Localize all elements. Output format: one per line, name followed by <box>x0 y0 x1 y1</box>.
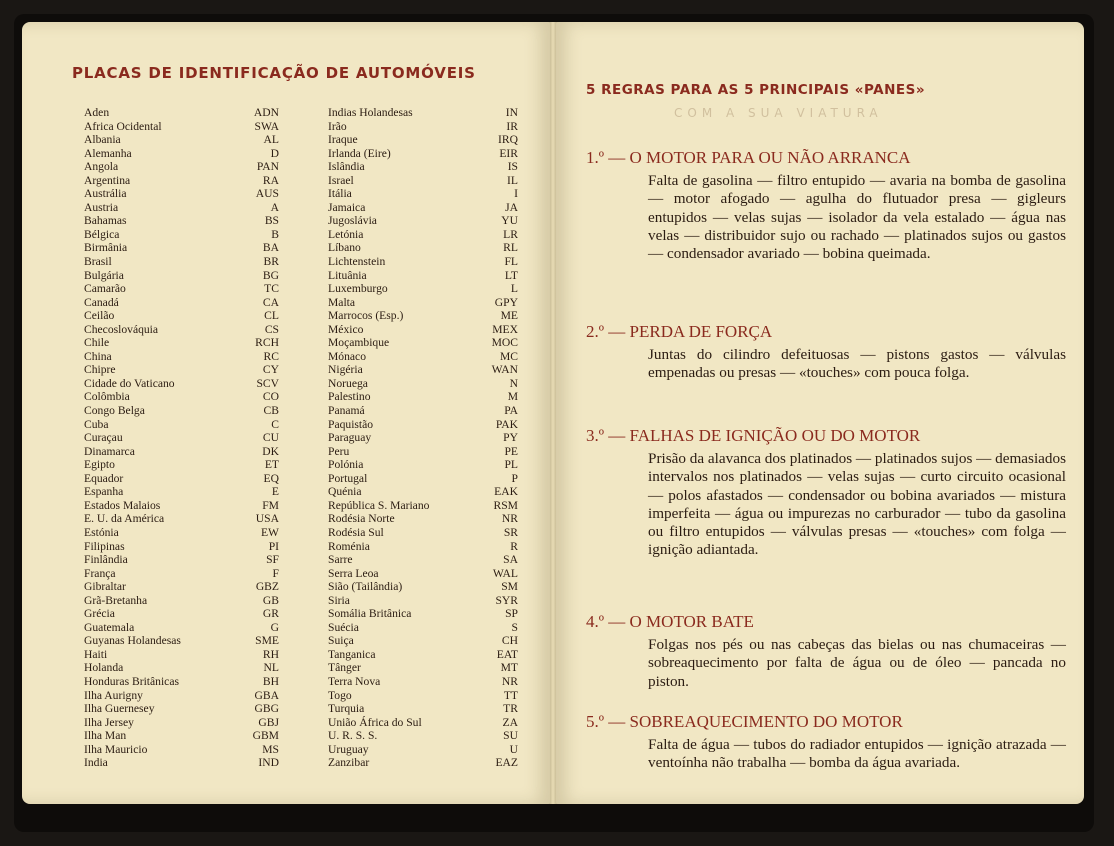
country-name: Roménia <box>328 539 370 553</box>
country-name: Siria <box>328 593 350 607</box>
plate-code: PY <box>503 431 518 445</box>
plate-code: SF <box>266 553 279 567</box>
country-name: Rodésia Norte <box>328 512 395 526</box>
country-name: Nigéria <box>328 363 363 377</box>
country-name: Zanzibar <box>328 756 370 770</box>
plate-code: G <box>270 620 279 634</box>
plate-code: EW <box>260 525 279 539</box>
plate-code: IN <box>505 106 518 119</box>
country-name: Tânger <box>328 661 361 675</box>
plate-code: IND <box>258 756 279 770</box>
country-name: India <box>84 756 108 770</box>
plate-code: U <box>509 742 518 756</box>
country-name: Estónia <box>84 525 119 539</box>
country-name: China <box>84 349 112 363</box>
country-name: Mónaco <box>328 349 366 363</box>
plate-code: SR <box>503 525 518 539</box>
plate-code: SYR <box>495 593 518 607</box>
country-name: Haiti <box>84 647 108 661</box>
plate-code: AUS <box>255 187 279 201</box>
right-page <box>556 22 1084 804</box>
country-name: Luxemburgo <box>328 282 388 296</box>
country-name: União África do Sul <box>328 715 422 729</box>
country-name: Islândia <box>328 160 365 174</box>
plate-code: ZA <box>502 715 518 729</box>
plate-code: M <box>507 390 518 404</box>
country-name: Rodésia Sul <box>328 525 384 539</box>
country-name: Filipinas <box>84 539 125 553</box>
rule-heading: 5.º — SOBREAQUECIMENTO DO MOTOR <box>586 712 903 731</box>
country-name: Noruega <box>328 376 368 390</box>
plate-code: RL <box>503 241 518 255</box>
plate-code: I <box>514 187 518 201</box>
plate-code: C <box>271 417 279 431</box>
country-name: Gibraltar <box>84 580 126 594</box>
plate-code: SWA <box>254 119 279 133</box>
plate-code: TT <box>503 688 518 702</box>
country-name: Cidade do Vaticano <box>84 376 175 390</box>
plate-code: WAN <box>491 363 518 377</box>
country-name: Jamaica <box>328 200 366 214</box>
country-name: E. U. da América <box>84 512 165 526</box>
plate-code: BR <box>263 255 279 269</box>
plate-code: CB <box>263 404 279 418</box>
country-name: Guatemala <box>84 620 135 634</box>
plate-code: SP <box>505 607 518 621</box>
country-name: Suiça <box>328 634 354 648</box>
plate-code: GBJ <box>258 715 279 729</box>
plate-code: PAK <box>495 417 518 431</box>
bleed-through-text: COM A SUA VIATURA <box>674 106 883 120</box>
country-name: Brasil <box>84 255 112 269</box>
plate-code: IRQ <box>498 133 518 147</box>
country-name: Espanha <box>84 485 124 499</box>
plate-code: MEX <box>492 322 518 336</box>
plate-code: MOC <box>491 336 518 350</box>
country-name: Austrália <box>84 187 127 201</box>
country-name: Irlanda (Eire) <box>328 146 391 160</box>
plate-code: RA <box>262 173 279 187</box>
plate-code: GBZ <box>255 580 279 594</box>
plate-code: R <box>510 539 518 553</box>
plate-code: SM <box>501 580 518 594</box>
country-name: Somália Britânica <box>328 607 412 621</box>
country-name: Sião (Tailândia) <box>328 580 403 594</box>
country-name: Irão <box>328 119 347 133</box>
country-name: Lituânia <box>328 268 367 282</box>
country-name: Ilha Jersey <box>84 715 134 729</box>
plate-code: GBM <box>252 729 279 743</box>
country-name: Curaçau <box>84 431 123 445</box>
country-name: Letónia <box>328 227 364 241</box>
country-name: Africa Ocidental <box>84 119 162 133</box>
plate-code: FM <box>262 498 279 512</box>
plate-code: IR <box>506 119 518 133</box>
plate-code: N <box>509 376 518 390</box>
plate-code: RCH <box>255 336 279 350</box>
left-page <box>22 22 550 804</box>
country-name: Peru <box>328 444 350 458</box>
country-name: Togo <box>328 688 352 702</box>
plate-code: MT <box>500 661 518 675</box>
rule-heading: 3.º — FALHAS DE IGNIÇÃO OU DO MOTOR <box>586 426 921 445</box>
country-name: Austria <box>84 200 119 214</box>
plate-code: SA <box>503 553 518 567</box>
country-name: República S. Mariano <box>328 498 430 512</box>
country-name: Itália <box>328 187 352 201</box>
country-name: Camarão <box>84 282 126 296</box>
plate-code: BA <box>262 241 279 255</box>
plate-code: EAT <box>496 647 518 661</box>
plate-code: PE <box>504 444 518 458</box>
country-name: Birmânia <box>84 241 128 255</box>
country-name: Equador <box>84 471 124 485</box>
plate-code: TR <box>503 702 518 716</box>
country-name: Paraguay <box>328 431 372 445</box>
plate-code: GBG <box>254 702 279 716</box>
plate-code: BG <box>262 268 279 282</box>
plate-code: BS <box>264 214 279 228</box>
country-name: Estados Malaios <box>84 498 161 512</box>
plate-code: DK <box>262 444 279 458</box>
country-name: Chile <box>84 336 110 350</box>
plate-code: CY <box>262 363 279 377</box>
plate-code: SU <box>503 729 518 743</box>
country-name: Colômbia <box>84 390 130 404</box>
plate-code: RC <box>263 349 279 363</box>
country-name: Paquistão <box>328 417 374 431</box>
country-name: Congo Belga <box>84 404 145 418</box>
plate-code: F <box>272 566 279 580</box>
plate-code: PL <box>504 458 518 472</box>
plate-code: GR <box>262 607 279 621</box>
rule-body: Juntas do cilindro defeituosas — pistons gastos — válvulas empenadas ou presas — «touches» com pouca folga. <box>648 346 1066 382</box>
country-name: Chipre <box>84 363 116 377</box>
plate-code: IS <box>507 160 518 174</box>
left-page-title: PLACAS DE IDENTIFICAÇÃO DE AUTOMÓVEIS <box>72 64 476 82</box>
country-name: Canadá <box>84 295 119 309</box>
country-name: Marrocos (Esp.) <box>328 309 404 323</box>
plate-code: GPY <box>494 295 518 309</box>
country-name: Serra Leoa <box>328 566 379 580</box>
plate-code: SCV <box>256 376 279 390</box>
rule-heading: 2.º — PERDA DE FORÇA <box>586 322 773 341</box>
country-name: Jugoslávia <box>328 214 377 228</box>
country-name: Ceilão <box>84 309 115 323</box>
plate-code: TC <box>264 282 279 296</box>
plate-code: ET <box>264 458 279 472</box>
country-name: Iraque <box>328 133 358 147</box>
rule-section-3 <box>586 426 1066 560</box>
country-name: U. R. S. S. <box>328 729 378 743</box>
country-name: Panamá <box>328 404 365 418</box>
country-name: Bulgária <box>84 268 124 282</box>
plate-code: PA <box>504 404 518 418</box>
country-name: Israel <box>328 173 354 187</box>
plate-code: L <box>510 282 518 296</box>
country-name: Polónia <box>328 458 364 472</box>
plate-code: RH <box>262 647 279 661</box>
plate-code: E <box>271 485 279 499</box>
country-name: Indias Holandesas <box>328 106 413 119</box>
plate-code: ME <box>500 309 518 323</box>
country-name: México <box>328 322 364 336</box>
country-name: Checoslováquia <box>84 322 159 336</box>
plate-code: AL <box>263 133 279 147</box>
rule-body: Prisão da alavanca dos platinados — platinados sujos — demasiados intervalos nos platinados — velas sujas — curto circuito ocasional — polos afastados — condensador ou bobina avariados — mistura imperfeita — água ou impurezas no carburador — tubo da gasolina ou filtro entupidos — válvulas presas — «touches» com folga — ignição adiantada. <box>648 450 1066 559</box>
country-name: Egipto <box>84 458 115 472</box>
plate-code: CU <box>262 431 279 445</box>
plate-code: LR <box>503 227 518 241</box>
country-name: Portugal <box>328 471 368 485</box>
plate-code: ADN <box>253 106 279 119</box>
plate-code: A <box>270 200 279 214</box>
plate-codes-column-1 <box>227 106 279 770</box>
country-name: Tanganica <box>328 647 376 661</box>
country-name: Terra Nova <box>328 674 381 688</box>
country-name: Moçambique <box>328 336 390 350</box>
country-name: Lichtenstein <box>328 255 386 269</box>
plate-code: GB <box>262 593 279 607</box>
plate-code: SME <box>255 634 279 648</box>
plate-codes-column-2 <box>466 106 518 770</box>
country-name: Alemanha <box>84 146 132 160</box>
plate-code: IL <box>507 173 518 187</box>
country-name: Uruguay <box>328 742 369 756</box>
country-name: Palestino <box>328 390 371 404</box>
country-name: Aden <box>84 106 110 119</box>
country-name: França <box>84 566 116 580</box>
rule-body: Folgas nos pés ou nas cabeças das bielas ou nas chumaceiras — sobreaquecimento por falta de água ou de óleo — pancada no piston. <box>648 636 1066 690</box>
country-name: Guyanas Holandesas <box>84 634 181 648</box>
plate-code: MC <box>499 349 518 363</box>
country-name: Ilha Guernesey <box>84 702 155 716</box>
country-name: Bahamas <box>84 214 127 228</box>
rule-body: Falta de gasolina — filtro entupido — avaria na bomba de gasolina — motor afogado — agulha do flutuador presa — gigleurs entupidos — velas sujas — isolador da vela estalado — água nas velas — distribuidor sujo ou rachado — platinados sujos ou gastos — condensador avariado — bobina queimada. <box>648 172 1066 263</box>
country-name: Turquia <box>328 702 365 716</box>
country-name: Albania <box>84 133 121 147</box>
plate-code: CA <box>262 295 279 309</box>
plate-code: EAZ <box>495 756 518 770</box>
country-name: Holanda <box>84 661 124 675</box>
plate-code: CS <box>264 322 279 336</box>
country-name: Honduras Britânicas <box>84 674 179 688</box>
rule-section-5 <box>586 712 1066 773</box>
country-name: Sarre <box>328 553 353 567</box>
rule-body: Falta de água — tubos do radiador entupidos — ignição atrazada — ventoínha não trabalha — bomba da água avariada. <box>648 736 1066 772</box>
country-name: Dinamarca <box>84 444 135 458</box>
plate-code: NR <box>501 512 518 526</box>
rule-heading: 4.º — O MOTOR BATE <box>586 612 754 631</box>
plate-code: FL <box>504 255 518 269</box>
country-name: Grécia <box>84 607 115 621</box>
rule-section-2 <box>586 322 1066 383</box>
plate-code: GBA <box>254 688 279 702</box>
plate-code: S <box>511 620 518 634</box>
country-name: Argentina <box>84 173 131 187</box>
country-name: Cuba <box>84 417 109 431</box>
plate-code: B <box>271 227 279 241</box>
country-name: Quénia <box>328 485 362 499</box>
rule-section-1 <box>586 148 1066 263</box>
plate-code: NL <box>263 661 279 675</box>
rule-heading: 1.º — O MOTOR PARA OU NÃO ARRANCA <box>586 148 911 167</box>
country-name: Finlândia <box>84 553 128 567</box>
country-name: Ilha Man <box>84 729 127 743</box>
plate-code: NR <box>501 674 518 688</box>
plate-code: PAN <box>256 160 279 174</box>
plate-code: P <box>511 471 518 485</box>
right-page-title: 5 REGRAS PARA AS 5 PRINCIPAIS «PANES» <box>586 82 926 98</box>
plate-code: D <box>270 146 279 160</box>
country-name: Ilha Mauricio <box>84 742 148 756</box>
plate-code: LT <box>504 268 518 282</box>
plate-code: CH <box>501 634 518 648</box>
plate-code: WAL <box>492 566 518 580</box>
country-name: Malta <box>328 295 356 309</box>
plate-code: EIR <box>499 146 518 160</box>
plate-code: PI <box>268 539 279 553</box>
country-name: Ilha Aurigny <box>84 688 143 702</box>
plate-code: EQ <box>263 471 279 485</box>
country-name: Líbano <box>328 241 361 255</box>
plate-code: MS <box>262 742 279 756</box>
plate-code: EAK <box>494 485 518 499</box>
plate-code: YU <box>501 214 518 228</box>
country-name: Grã-Bretanha <box>84 593 148 607</box>
plate-code: USA <box>255 512 279 526</box>
plate-code: CO <box>262 390 279 404</box>
plate-code: RSM <box>493 498 518 512</box>
rule-section-4 <box>586 612 1066 691</box>
country-name: Suécia <box>328 620 359 634</box>
plate-code: CL <box>264 309 279 323</box>
plate-code: BH <box>262 674 279 688</box>
country-name: Bélgica <box>84 227 120 241</box>
plate-code: JA <box>505 200 518 214</box>
country-name: Angola <box>84 160 119 174</box>
